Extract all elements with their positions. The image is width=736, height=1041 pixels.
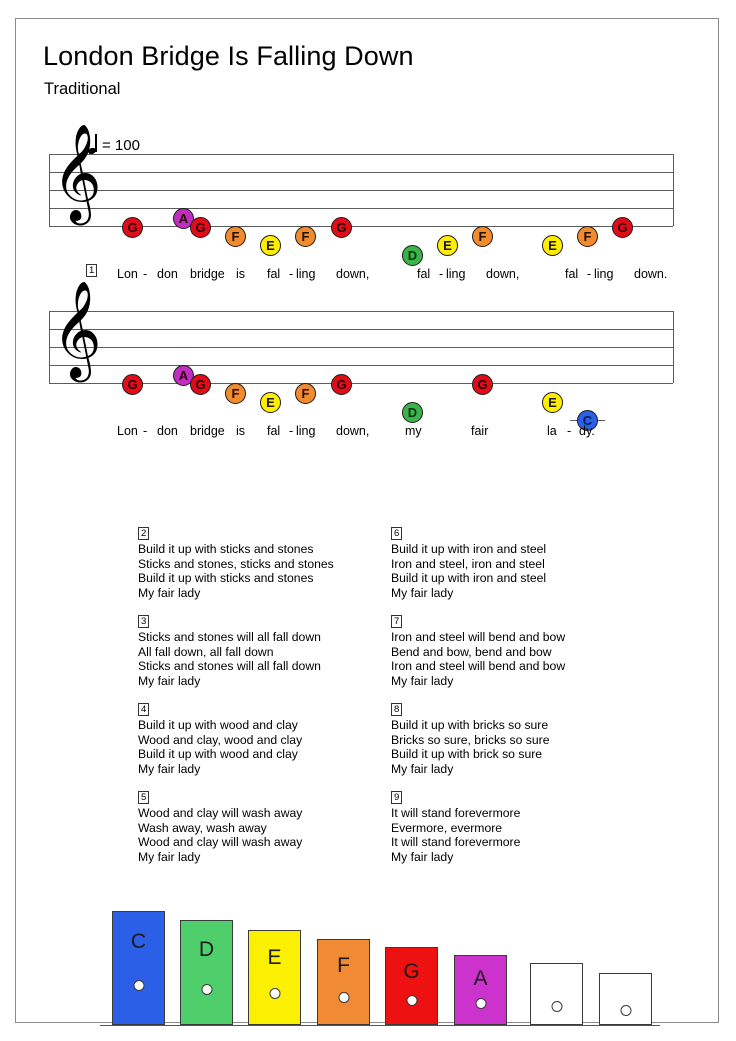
note-head-f[interactable]: F <box>225 226 246 247</box>
verse-line: Bricks so sure, bricks so sure <box>391 732 550 747</box>
verse-line: Build it up with wood and clay <box>138 718 298 732</box>
verse-number: 2 <box>138 527 149 540</box>
xylophone-bar-hole <box>551 1001 562 1012</box>
verse-number: 6 <box>391 527 402 540</box>
verse-line: Iron and steel will bend and bow <box>391 659 566 674</box>
xylophone-baseline <box>100 1025 660 1026</box>
page-title: London Bridge Is Falling Down <box>43 41 414 71</box>
note-head-g[interactable]: G <box>122 217 143 238</box>
lyric-syllable: - <box>143 267 148 281</box>
lyric-syllable: don <box>157 424 178 438</box>
verse-block <box>391 699 549 776</box>
lyric-syllable: ling <box>296 424 316 438</box>
verse-line: My fair lady <box>391 849 454 864</box>
verse-line: Build it up with iron and steel <box>391 571 547 586</box>
xylophone-bar-label: G <box>403 960 420 983</box>
measure-number: 1 <box>86 264 97 277</box>
staff-line <box>49 208 673 209</box>
verse-line: My fair lady <box>138 849 201 864</box>
lyric-syllable: down, <box>486 267 520 281</box>
lyric-syllable: la <box>547 424 557 438</box>
verse-line: Build it up with wood and clay <box>138 747 298 762</box>
staff-right-edge <box>673 154 674 226</box>
verse-line: Wood and clay will wash away <box>138 835 303 850</box>
xylophone-bar-hole <box>475 998 486 1009</box>
staff-line <box>49 190 673 191</box>
xylophone-bar-hole <box>406 995 417 1006</box>
verse-line: Sticks and stones will all fall down <box>138 659 321 674</box>
verse-line: My fair lady <box>391 761 454 776</box>
note-head-g[interactable]: G <box>472 374 493 395</box>
staff-left-edge <box>49 311 50 383</box>
verse-number: 5 <box>138 791 149 804</box>
tempo-value: = 100 <box>102 136 140 154</box>
verse-number: 9 <box>391 791 402 804</box>
staff-line <box>49 311 673 312</box>
note-head-g[interactable]: G <box>331 374 352 395</box>
lyric-syllable: Lon <box>117 267 138 281</box>
note-head-e[interactable]: E <box>260 235 281 256</box>
verse-line: Build it up with sticks and stones <box>138 542 314 556</box>
xylophone-bar-hole <box>201 984 212 995</box>
verse-line: It will stand forevermore <box>391 835 521 850</box>
verse-line: My fair lady <box>391 585 454 600</box>
lyric-syllable: - <box>439 267 444 281</box>
lyric-syllable: Lon <box>117 424 138 438</box>
xylophone-bar-hole <box>133 980 144 991</box>
xylophone-bar-g[interactable] <box>385 947 438 1025</box>
verse-number: 7 <box>391 615 402 628</box>
lyric-syllable: fal <box>565 267 579 281</box>
verse-number: 8 <box>391 703 402 716</box>
note-head-f[interactable]: F <box>577 226 598 247</box>
lyric-syllable: - <box>289 267 294 281</box>
verse-line: Wood and clay will wash away <box>138 806 303 820</box>
note-head-f[interactable]: F <box>472 226 493 247</box>
xylophone-bar-a[interactable] <box>454 955 507 1025</box>
xylophone-bar-hole <box>338 992 349 1003</box>
verse-line: Sticks and stones, sticks and stones <box>138 556 334 571</box>
lyric-syllable: bridge <box>190 424 225 438</box>
xylophone-bar-f[interactable] <box>317 939 370 1025</box>
lyric-syllable: - <box>587 267 592 281</box>
xylophone-bar-hole <box>620 1005 631 1016</box>
lyric-syllable: - <box>567 424 572 438</box>
lyric-syllable: fal <box>267 424 281 438</box>
lyric-syllable: down, <box>336 267 370 281</box>
note-head-d[interactable]: D <box>402 245 423 266</box>
verse-line: It will stand forevermore <box>391 806 521 820</box>
xylophone-bar-blank[interactable] <box>530 963 583 1025</box>
sheet-music-page <box>15 18 719 1023</box>
lyric-syllable: down, <box>336 424 370 438</box>
verse-line: Build it up with iron and steel <box>391 542 547 556</box>
lyric-syllable: ling <box>446 267 466 281</box>
verse-line: My fair lady <box>391 673 454 688</box>
xylophone-bar-label: E <box>267 946 282 969</box>
note-head-e[interactable]: E <box>542 392 563 413</box>
verse-line: Build it up with brick so sure <box>391 747 543 762</box>
note-head-g[interactable]: G <box>190 374 211 395</box>
note-head-c[interactable]: C <box>577 410 598 431</box>
lyric-syllable: don <box>157 267 178 281</box>
note-head-a[interactable]: A <box>173 365 194 386</box>
lyric-syllable: bridge <box>190 267 225 281</box>
verse-line: My fair lady <box>138 585 201 600</box>
xylophone-bar-c[interactable] <box>112 911 165 1025</box>
note-head-e[interactable]: E <box>437 235 458 256</box>
verse-line: Evermore, evermore <box>391 820 503 835</box>
note-head-g[interactable]: G <box>331 217 352 238</box>
xylophone-bar-hole <box>269 988 280 999</box>
verse-line: Iron and steel will bend and bow <box>391 630 566 644</box>
verse-block <box>138 523 334 600</box>
note-head-g[interactable]: G <box>190 217 211 238</box>
lyric-syllable: ling <box>296 267 316 281</box>
xylophone-bar-label: C <box>130 930 147 953</box>
verse-line: Wash away, wash away <box>138 820 267 835</box>
note-head-g[interactable]: G <box>612 217 633 238</box>
xylophone-bar-e[interactable] <box>248 930 301 1025</box>
lyric-syllable: is <box>236 267 246 281</box>
staff-right-edge <box>673 311 674 383</box>
lyric-syllable: is <box>236 424 246 438</box>
verse-line: Build it up with bricks so sure <box>391 718 549 732</box>
xylophone-bar-blank[interactable] <box>599 973 652 1025</box>
note-head-a[interactable]: A <box>173 208 194 229</box>
verse-block <box>391 787 520 864</box>
verse-line: Build it up with sticks and stones <box>138 571 314 586</box>
verse-line: Sticks and stones will all fall down <box>138 630 321 644</box>
xylophone-bar-d[interactable] <box>180 920 233 1025</box>
xylophone-bar-label: A <box>473 967 488 990</box>
staff-line <box>49 347 673 348</box>
note-head-f[interactable]: F <box>225 383 246 404</box>
lyric-syllable: - <box>143 424 148 438</box>
verse-block <box>391 523 546 600</box>
xylophone-bar-label: D <box>198 938 215 961</box>
verse-block <box>138 611 321 688</box>
verse-line: Bend and bow, bend and bow <box>391 644 552 659</box>
note-head-g[interactable]: G <box>122 374 143 395</box>
lyric-syllable: dy. <box>579 424 595 438</box>
staff-line <box>49 154 673 155</box>
lyric-syllable: fair <box>471 424 489 438</box>
composer-label: Traditional <box>44 80 121 98</box>
lyric-syllable: my <box>405 424 422 438</box>
verse-number: 4 <box>138 703 149 716</box>
verse-line: Wood and clay, wood and clay <box>138 732 303 747</box>
staff-line <box>49 172 673 173</box>
staff-line <box>49 329 673 330</box>
lyric-syllable: - <box>289 424 294 438</box>
verse-number: 3 <box>138 615 149 628</box>
verse-line: My fair lady <box>138 761 201 776</box>
staff-line <box>49 365 673 366</box>
verse-block <box>138 699 302 776</box>
verse-line: All fall down, all fall down <box>138 644 274 659</box>
lyric-syllable: down. <box>634 267 668 281</box>
verse-line: My fair lady <box>138 673 201 688</box>
verse-block <box>138 787 302 864</box>
staff-left-edge <box>49 154 50 226</box>
treble-clef-icon: 𝄞 <box>52 280 102 378</box>
lyric-syllable: fal <box>267 267 281 281</box>
note-head-f[interactable]: F <box>295 383 316 404</box>
lyric-syllable: ling <box>594 267 614 281</box>
verse-line: Iron and steel, iron and steel <box>391 556 545 571</box>
xylophone-bar-label: F <box>337 954 350 977</box>
note-head-e[interactable]: E <box>260 392 281 413</box>
note-head-f[interactable]: F <box>295 226 316 247</box>
note-head-e[interactable]: E <box>542 235 563 256</box>
verse-block <box>391 611 565 688</box>
treble-clef-icon: 𝄞 <box>52 123 102 221</box>
note-head-d[interactable]: D <box>402 402 423 423</box>
lyric-syllable: fal <box>417 267 431 281</box>
